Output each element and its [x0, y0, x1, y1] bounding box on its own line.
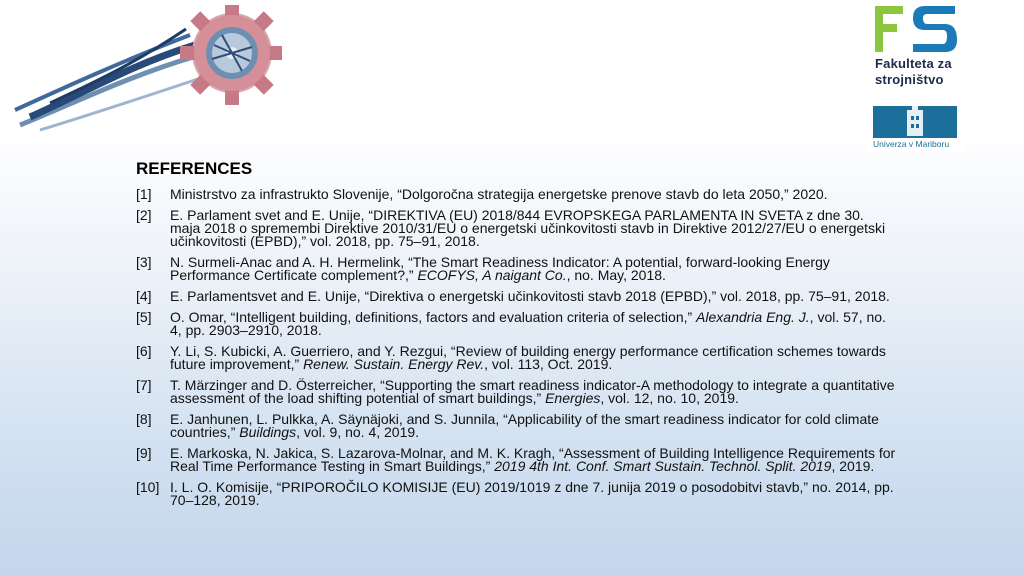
- reference-source: Renew. Sustain. Energy Rev.: [303, 356, 485, 372]
- reference-number: [1]: [136, 186, 152, 202]
- reference-item: [136, 481, 896, 507]
- reference-item: [136, 256, 896, 282]
- faculty-logo: [867, 0, 964, 152]
- reference-text: [170, 256, 896, 282]
- reference-text-part: N. Surmeli-Anac and A. H. Hermelink, “The Smart Readiness Indicator: A potential, forward-looking Energy Performance Certificate complement?,”: [170, 254, 830, 283]
- reference-text: [170, 290, 896, 303]
- reference-source: Buildings: [239, 424, 297, 440]
- reference-number: [2]: [136, 207, 152, 223]
- reference-text: [170, 209, 896, 248]
- reference-text-part: E. Markoska, N. Jakica, S. Lazarova-Molnar, and M. K. Kragh, “Assessment of Building Intelligence Requirements for Real Time Performance Testing in Smart Buildings,”: [170, 445, 896, 474]
- reference-source: ECOFYS, A naigant Co.: [417, 267, 567, 283]
- conference-logo: [10, 5, 282, 135]
- reference-item: [136, 311, 896, 337]
- reference-text-part: E. Parlamentsvet and E. Unije, “Direktiva o energetski učinkovitosti stavb 2018 (EPBD),” vol. 2018, pp. 75–91, 2018.: [170, 288, 890, 304]
- reference-item: [136, 379, 896, 405]
- reference-text: [170, 345, 896, 371]
- reference-number: [3]: [136, 254, 152, 270]
- reference-text-part: T. Märzinger and D. Österreicher, “Supporting the smart readiness indicator-A methodology to integrate a quantitative assessment of the load shifting potential of smart buildings,”: [170, 377, 895, 406]
- reference-item: [136, 188, 896, 201]
- reference-text-part: , vol. 57, no. 4, pp. 2903–2910, 2018.: [170, 309, 886, 338]
- reference-text-part: O. Omar, “Intelligent building, definitions, factors and evaluation criteria of selection,”: [170, 309, 697, 325]
- reference-text: [170, 413, 896, 439]
- reference-text-part: , vol. 113, Oct. 2019.: [484, 356, 613, 372]
- university-name: Univerza v Mariboru: [873, 139, 950, 149]
- reference-item: [136, 447, 896, 473]
- reference-item: [136, 290, 896, 303]
- references-list: [136, 188, 896, 515]
- reference-source: 2019 4th Int. Conf. Smart Sustain. Technol. Split. 2019: [494, 458, 832, 474]
- reference-number: [7]: [136, 377, 152, 393]
- fs-mark-icon: [867, 0, 964, 56]
- reference-source: Energies: [545, 390, 601, 406]
- reference-number: [5]: [136, 309, 152, 325]
- reference-text-part: , 2019.: [831, 458, 875, 474]
- reference-text: [170, 311, 896, 337]
- reference-text: [170, 188, 896, 201]
- reference-text-part: I. L. O. Komisije, “PRIPOROČILO KOMISIJE (EU) 2019/1019 z dne 7. junija 2019 o posodobitvi stavb,” no. 2014, pp. 70–128, 2019.: [170, 479, 894, 508]
- reference-text: [170, 379, 896, 405]
- reference-text: [170, 447, 896, 473]
- faculty-name-line2: strojništvo: [875, 72, 944, 87]
- reference-text: [170, 481, 896, 507]
- reference-item: [136, 345, 896, 371]
- references-heading: REFERENCES: [136, 159, 253, 178]
- reference-number: [8]: [136, 411, 152, 427]
- reference-item: [136, 413, 896, 439]
- reference-text-part: , vol. 12, no. 10, 2019.: [600, 390, 739, 406]
- reference-number: [6]: [136, 343, 152, 359]
- reference-number: [4]: [136, 288, 152, 304]
- reference-text-part: , no. May, 2018.: [566, 267, 666, 283]
- university-building-icon: [873, 106, 957, 138]
- reference-item: [136, 209, 896, 248]
- reference-number: [10]: [136, 479, 160, 495]
- reference-number: [9]: [136, 445, 152, 461]
- reference-text-part: , vol. 9, no. 4, 2019.: [296, 424, 420, 440]
- reference-source: Alexandria Eng. J.: [696, 309, 810, 325]
- reference-text-part: E. Janhunen, L. Pulkka, A. Säynäjoki, and S. Junnila, “Applicability of the smart readiness indicator for cold climate countries,”: [170, 411, 879, 440]
- reference-text-part: Ministrstvo za infrastrukto Slovenije, “Dolgoročna strategija energetske prenove stavb do leta 2050,” 2020.: [170, 186, 828, 202]
- reference-text-part: Y. Li, S. Kubicki, A. Guerriero, and Y. Rezgui, “Review of building energy performance certification schemes towards future improvement,”: [170, 343, 886, 372]
- reference-text-part: E. Parlament svet and E. Unije, “DIREKTIVA (EU) 2018/844 EVROPSKEGA PARLAMENTA IN SVETA z dne 30. maja 2018 o spremembi Direktive 2010/31/EU o energetski učinkovitosti stavb in Direktive 2012/27/EU o energetski učinkovitosti (EPBD),” vol. 2018, pp. 75–91, 2018.: [170, 207, 886, 249]
- faculty-name-line1: Fakulteta za: [875, 56, 952, 71]
